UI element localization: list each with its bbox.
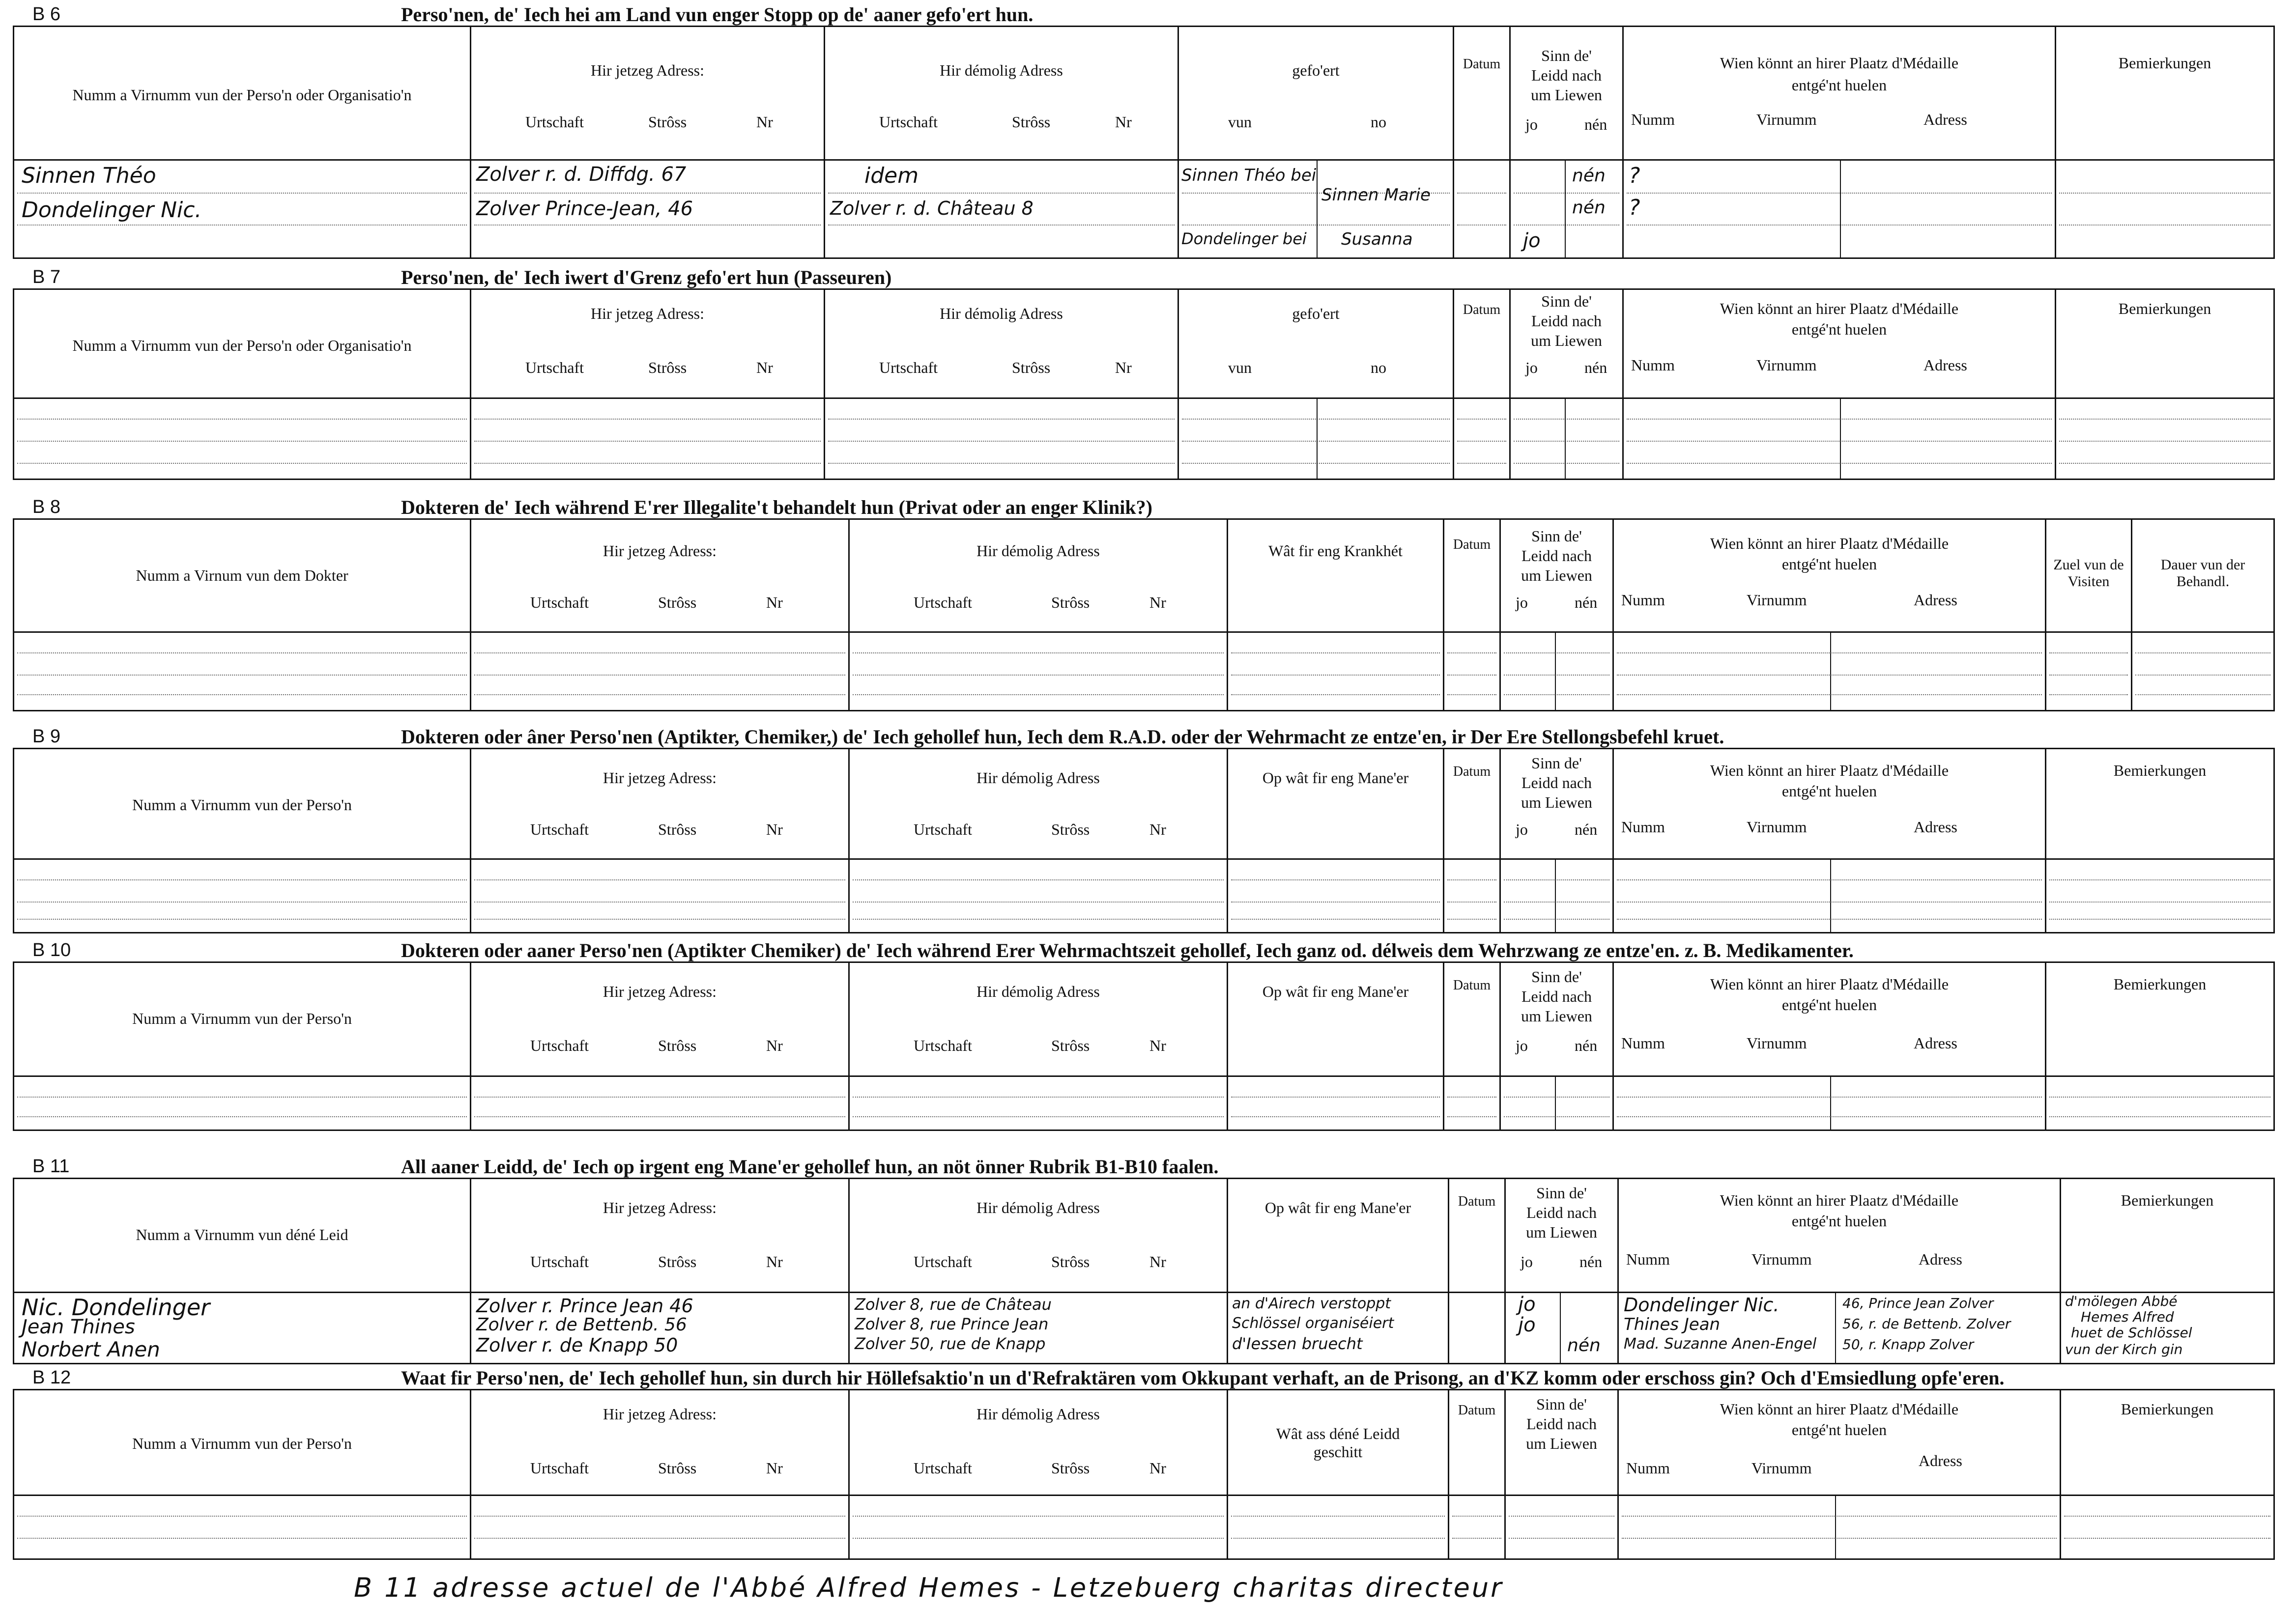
cell-name [14, 160, 471, 258]
hw-medaille-addr-3: 50, r. Knapp Zolver [1842, 1336, 1974, 1353]
header-medaille: Wien könnt an hirer Plaatz d'Médaille entgé'nt huelen Numm Virnumm Adress [1623, 27, 2056, 160]
cell-op-wat [1228, 1293, 1449, 1364]
hw-then-1: idem [864, 163, 919, 188]
cell-medaille [1613, 1076, 2046, 1130]
section-header [13, 722, 2273, 748]
hw-op-1: an d'Airech verstoppt [1232, 1295, 1391, 1312]
hw-jo-1: jo [1518, 1293, 1536, 1316]
header-now-address: Hir jetzeg Adress: Urtschaft Strôss Nr [471, 749, 849, 859]
header-then-address: Hir démolig Adress Urtschaft Strôss Nr [849, 962, 1228, 1076]
hw-now-1: Zolver r. Prince Jean 46 [476, 1295, 693, 1317]
hw-nen-2: nén [1572, 198, 1606, 218]
header-medaille: Wien könnt an hirer Plaatz d'Médaille entgé'nt huelen Numm Virnumm Adress [1613, 962, 2046, 1076]
section-code: B 7 [32, 267, 61, 287]
section-title: Dokteren oder âner Perso'nen (Aptikter, Chemiker,) de' Iech gehollef hun, Iech dem R.A.D. oder der Wehrmacht ze entze'en, ir Der Ere Stellongsbefehl kruet. [401, 726, 1724, 748]
header-then-address: Hir démolig Adress Urtschaft Strôss Nr [849, 1179, 1228, 1293]
cell-now-address [471, 1293, 849, 1364]
header-bemierkungen: Bemierkungen [2056, 289, 2274, 398]
section-title: Perso'nen, de' Iech iwert d'Grenz gefo'ert hun (Passeuren) [401, 266, 892, 288]
header-zuel-visiten: Zuel vun de Visiten [2046, 519, 2132, 632]
section-code: B 8 [32, 497, 61, 517]
cell-gefoert [1178, 160, 1454, 258]
cell-name [14, 632, 471, 711]
header-datum: Datum [1454, 289, 1510, 398]
cell-name [14, 859, 471, 933]
cell-op-wat [1228, 859, 1444, 933]
cell-datum [1449, 1496, 1505, 1559]
hw-q-2: ? [1629, 195, 1640, 220]
hw-vun-1: Sinnen Théo bei [1181, 166, 1317, 185]
header-datum: Datum [1449, 1390, 1505, 1496]
hw-name-3: Norbert Anen [22, 1337, 160, 1361]
header-name: Numm a Virnumm vun der Perso'n [14, 749, 471, 859]
table-b10 [13, 961, 2275, 1131]
cell-krankhet [1228, 632, 1444, 711]
cell-medaille [1623, 160, 2056, 258]
header-medaille: Wien könnt an hirer Plaatz d'Médaille entgé'nt huelen Numm Virnumm Adress [1623, 289, 2056, 398]
cell-medaille [1613, 632, 2046, 711]
hw-nen-1: nén [1572, 166, 1606, 186]
cell-bemierkungen [2061, 1496, 2274, 1559]
hw-now-2: Zolver r. de Bettenb. 56 [476, 1315, 687, 1335]
header-now-address: Hir jetzeg Adress: Urtschaft Strôss Nr [471, 27, 825, 160]
header-name: Numm a Virnumm vun déné Leid [14, 1179, 471, 1293]
cell-sinn [1510, 398, 1623, 480]
cell-op-wat [1228, 1076, 1444, 1130]
section-header [13, 936, 2273, 961]
hw-op-2: Schlössel organiséiert [1232, 1315, 1394, 1332]
cell-then-address [849, 1496, 1228, 1559]
cell-sinn [1505, 1293, 1618, 1364]
cell-medaille [1613, 859, 2046, 933]
header-medaille: Wien könnt an hirer Plaatz d'Médaille entgé'nt huelen Numm Virnumm Adress [1613, 519, 2046, 632]
hw-then-1: Zolver 8, rue de Château [855, 1295, 1052, 1314]
hw-vun-3: Dondelinger bei [1181, 229, 1307, 248]
section-title: Dokteren oder aaner Perso'nen (Aptikter Chemiker) de' Iech während Erer Wehrmachtszeit gehollef, Iech ganz od. délweis dem Wehrzwang ze entze'en. z. B. Medikamenter. [401, 939, 1854, 961]
header-wat-leidd: Wât ass déné Leidd geschitt [1228, 1390, 1449, 1496]
header-then-address: Hir démolig Adress Urtschaft Strôss Nr [849, 519, 1228, 632]
hw-now-1: Zolver r. d. Diffdg. 67 [476, 163, 687, 186]
header-name: Numm a Virnumm vun der Perso'n [14, 962, 471, 1076]
hw-medaille-name-1: Dondelinger Nic. [1624, 1294, 1779, 1316]
section-title: All aaner Leidd, de' Iech op irgent eng Mane'er gehollef hun, an nöt önner Rubrik B1-B10 faalen. [401, 1156, 1219, 1178]
cell-gefoert [1178, 398, 1454, 480]
header-now-address: Hir jetzeg Adress: Urtschaft Strôss Nr [471, 289, 825, 398]
cell-wat-leidd [1228, 1496, 1449, 1559]
header-datum: Datum [1444, 749, 1500, 859]
cell-then-address [849, 1293, 1228, 1364]
header-medaille: Wien könnt an hirer Plaatz d'Médaille entgé'nt huelen Numm Virnumm Adress [1613, 749, 2046, 859]
cell-datum [1444, 632, 1500, 711]
section-title: Waat fir Perso'nen, de' Iech gehollef hun, sin durch hir Höllefsaktio'n un d'Refraktären vom Okkupant verhaft, an de Prisong, an d'KZ komm oder erschoss gin? Och d'Emsiedlung opfe'eren. [401, 1367, 2005, 1389]
header-op-wat: Op wât fir eng Mane'er [1228, 749, 1444, 859]
cell-bemierkungen [2056, 160, 2274, 258]
section-header [13, 1363, 2273, 1389]
cell-zuel-visiten [2046, 632, 2132, 711]
section-title: Perso'nen, de' Iech hei am Land vun enger Stopp op de' aaner gefo'ert hun. [401, 3, 1033, 26]
cell-sinn [1505, 1496, 1618, 1559]
cell-datum [1449, 1293, 1505, 1364]
cell-then-address [849, 1076, 1228, 1130]
cell-then-address [849, 632, 1228, 711]
section-b6 [13, 0, 2273, 255]
header-bemierkungen: Bemierkungen [2046, 749, 2274, 859]
cell-datum [1444, 859, 1500, 933]
cell-name [14, 398, 471, 480]
hw-then-3: Zolver 50, rue de Knapp [855, 1334, 1046, 1353]
hw-medaille-addr-1: 46, Prince Jean Zolver [1842, 1295, 1994, 1311]
hw-no-3: Susanna [1341, 229, 1413, 249]
table-b8 [13, 518, 2275, 711]
section-b7 [13, 263, 2273, 489]
cell-datum [1444, 1076, 1500, 1130]
table-b7 [13, 288, 2275, 480]
hw-name-2: Jean Thines [22, 1316, 135, 1338]
hw-op-3: d'Iessen bruecht [1232, 1334, 1363, 1353]
header-gefoert: gefo'ert vun no [1178, 289, 1454, 398]
cell-now-address [471, 398, 825, 480]
hw-bem-1: d'mölegen Abbé [2065, 1293, 2178, 1309]
cell-name [14, 1496, 471, 1559]
header-op-wat: Op wât fir eng Mane'er [1228, 962, 1444, 1076]
section-header [13, 263, 2273, 288]
cell-now-address [471, 160, 825, 258]
header-sinn: Sinn de' Leidd nach um Liewen [1505, 1390, 1618, 1496]
hw-jo-2: jo [1518, 1314, 1536, 1336]
hw-then-2: Zolver r. d. Château 8 [830, 198, 1033, 219]
cell-name [14, 1293, 471, 1364]
hw-medaille-name-2: Thines Jean [1624, 1315, 1721, 1334]
header-then-address: Hir démolig Adress Urtschaft Strôss Nr [849, 749, 1228, 859]
hw-now-2: Zolver Prince-Jean, 46 [476, 198, 693, 220]
header-bemierkungen: Bemierkungen [2061, 1390, 2274, 1496]
header-sinn: Sinn de' Leidd nach um Liewen jo nén [1510, 27, 1623, 160]
cell-now-address [471, 1496, 849, 1559]
header-name: Numm a Virnumm vun der Perso'n [14, 1390, 471, 1496]
header-then-address: Hir démolig Adress Urtschaft Strôss Nr [825, 27, 1178, 160]
section-b8 [13, 493, 2273, 719]
hw-bem-4: vun der Kirch gin [2065, 1341, 2183, 1357]
header-krankhet: Wât fir eng Krankhét [1228, 519, 1444, 632]
header-sinn: Sinn de' Leidd nach um Liewen jo nén [1500, 519, 1613, 632]
header-name: Numm a Virnum vun dem Dokter [14, 519, 471, 632]
header-sinn: Sinn de' Leidd nach um Liewen jo nén [1500, 962, 1613, 1076]
section-code: B 6 [32, 4, 61, 25]
cell-medaille [1623, 398, 2056, 480]
header-bemierkungen: Bemierkungen [2056, 27, 2274, 160]
hw-name-1: Sinnen Théo [22, 163, 156, 188]
header-medaille: Wien könnt an hirer Plaatz d'Médaille entgé'nt huelen Numm Virnumm Adress [1618, 1179, 2061, 1293]
header-dauer: Dauer vun der Behandl. [2132, 519, 2274, 632]
cell-bemierkungen [2046, 1076, 2274, 1130]
hw-bem-3: huet de Schlössel [2071, 1325, 2192, 1341]
cell-then-address [825, 160, 1178, 258]
section-code: B 10 [32, 940, 71, 960]
hw-nen-3: nén [1567, 1335, 1601, 1355]
cell-then-address [849, 859, 1228, 933]
section-code: B 9 [32, 726, 61, 747]
section-b11 [13, 1152, 2273, 1368]
header-now-address: Hir jetzeg Adress: Urtschaft Strôss Nr [471, 519, 849, 632]
header-now-address: Hir jetzeg Adress: Urtschaft Strôss Nr [471, 1179, 849, 1293]
cell-bemierkungen [2046, 859, 2274, 933]
cell-then-address [825, 398, 1178, 480]
hw-then-2: Zolver 8, rue Prince Jean [855, 1315, 1049, 1333]
cell-sinn [1510, 160, 1623, 258]
cell-now-address [471, 632, 849, 711]
cell-datum [1454, 160, 1510, 258]
section-b12 [13, 1363, 2273, 1565]
cell-name [14, 1076, 471, 1130]
cell-medaille [1618, 1293, 2061, 1364]
header-now-address: Hir jetzeg Adress: Urtschaft Strôss Nr [471, 962, 849, 1076]
hw-medaille-name-3: Mad. Suzanne Anen-Engel [1624, 1335, 1817, 1353]
cell-now-address [471, 859, 849, 933]
hw-name-2: Dondelinger Nic. [22, 198, 202, 223]
handwritten-footer-note: B 11 adresse actuel de l'Abbé Alfred Hemes - Letzebuerg charitas directeur [354, 1572, 1504, 1603]
cell-medaille [1618, 1496, 2061, 1559]
section-header [13, 493, 2273, 518]
hw-name-1: Nic. Dondelinger [22, 1294, 210, 1321]
section-b9 [13, 722, 2273, 938]
header-name: Numm a Virnumm vun der Perso'n oder Organisatio'n [14, 27, 471, 160]
header-bemierkungen: Bemierkungen [2046, 962, 2274, 1076]
header-name: Numm a Virnumm vun der Perso'n oder Organisatio'n [14, 289, 471, 398]
header-sinn: Sinn de' Leidd nach um Liewen jo nén [1505, 1179, 1618, 1293]
section-header [13, 0, 2273, 26]
header-then-address: Hir démolig Adress Urtschaft Strôss Nr [849, 1390, 1228, 1496]
section-b10 [13, 936, 2273, 1152]
header-gefoert: gefo'ert vun no [1178, 27, 1454, 160]
header-sinn: Sinn de' Leidd nach um Liewen jo nén [1500, 749, 1613, 859]
section-code: B 11 [32, 1156, 70, 1177]
header-op-wat: Op wât fir eng Mane'er [1228, 1179, 1449, 1293]
hw-no-1: Sinnen Marie [1321, 185, 1431, 205]
header-bemierkungen: Bemierkungen [2061, 1179, 2274, 1293]
hw-q-1: ? [1629, 163, 1640, 188]
section-header [13, 1152, 2273, 1178]
header-now-address: Hir jetzeg Adress: Urtschaft Strôss Nr [471, 1390, 849, 1496]
header-datum: Datum [1449, 1179, 1505, 1293]
hw-bem-2: Hemes Alfred [2081, 1309, 2174, 1325]
table-b12 [13, 1389, 2275, 1560]
section-title: Dokteren de' Iech während E'rer Illegalite't behandelt hun (Privat oder an enger Klinik?) [401, 496, 1152, 518]
header-sinn: Sinn de' Leidd nach um Liewen jo nén [1510, 289, 1623, 398]
cell-datum [1454, 398, 1510, 480]
header-datum: Datum [1444, 519, 1500, 632]
header-datum: Datum [1444, 962, 1500, 1076]
table-b11 [13, 1178, 2275, 1364]
cell-sinn [1500, 632, 1613, 711]
cell-now-address [471, 1076, 849, 1130]
hw-medaille-addr-2: 56, r. de Bettenb. Zolver [1842, 1316, 2011, 1332]
hw-jo-3: jo [1523, 229, 1541, 252]
table-b6 [13, 26, 2275, 259]
cell-bemierkungen [2061, 1293, 2274, 1364]
section-code: B 12 [32, 1367, 71, 1388]
header-then-address: Hir démolig Adress Urtschaft Strôss Nr [825, 289, 1178, 398]
cell-sinn [1500, 859, 1613, 933]
hw-now-3: Zolver r. de Knapp 50 [476, 1334, 678, 1356]
cell-sinn [1500, 1076, 1613, 1130]
header-datum: Datum [1454, 27, 1510, 160]
header-medaille: Wien könnt an hirer Plaatz d'Médaille entgé'nt huelen Numm Virnumm Adress [1618, 1390, 2061, 1496]
cell-dauer [2132, 632, 2274, 711]
cell-bemierkungen [2056, 398, 2274, 480]
table-b9 [13, 748, 2275, 933]
